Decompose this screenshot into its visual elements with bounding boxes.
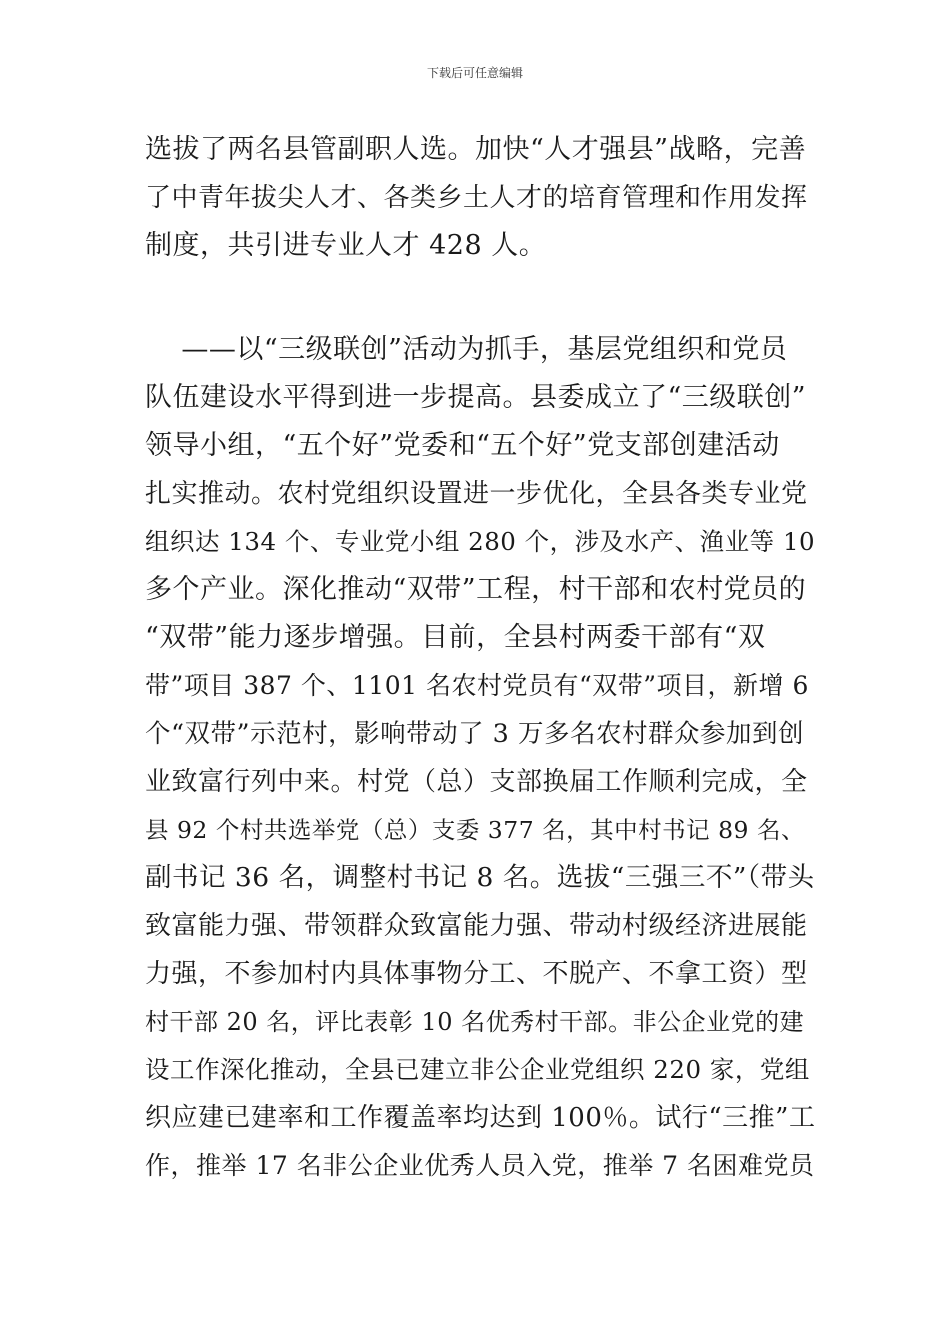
text-line: 业致富行列中来。村党（总）支部换届工作顺利完成，全 [145,767,808,797]
text-line: 副书记 36 名，调整村书记 8 名。选拔“三强三不”（带头 [145,862,815,893]
text-line: 组织达 134 个、专业党小组 280 个，涉及水产、渔业等 10 [145,527,816,556]
text-line: 作，推举 17 名非公企业优秀人员入党，推举 7 名困难党员 [145,1151,815,1180]
text-line: 制度，共引进专业人才 428 人。 [145,230,547,261]
page-header: 下载后可任意编辑 [426,66,523,80]
text-line: 多个产业。深化推动“双带”工程，村干部和农村党员的 [145,574,807,605]
text-line: 带”项目 387 个、1101 名农村党员有“双带”项目，新增 6 [145,671,809,700]
text-line: 扎实推动。农村党组织设置进一步优化，全县各类专业党 [145,479,808,509]
text-line: 县 92 个村共选举党（总）支委 377 名，其中村书记 89 名、 [145,816,805,844]
text-line: 选拔了两名县管副职人选。加快“人才强县”战略，完善 [145,134,807,165]
text-line: 设工作深化推动，全县已建立非公企业党组织 220 家，党组 [145,1055,810,1084]
text-line: 个“双带”示范村，影响带动了 3 万多名农村群众参加到创 [145,719,805,749]
text-line: 力强，不参加村内具体事物分工、不脱产、不拿工资）型 [145,959,808,989]
text-line: 村干部 20 名，评比表彰 10 名优秀村干部。非公企业党的建 [145,1008,805,1036]
text-line: 队伍建设水平得到进一步提高。县委成立了“三级联创” [145,382,807,413]
text-line: “双带”能力逐步增强。目前，全县村两委干部有“双 [145,622,766,653]
text-line: 织应建已建率和工作覆盖率均达到 100％。试行“三推”工 [145,1103,816,1133]
text-line: ——以“三级联创”活动为抓手，基层党组织和党员 [145,334,788,365]
text-line: 了中青年拔尖人才、各类乡土人才的培育管理和作用发挥 [145,183,808,213]
text-line: 致富能力强、带领群众致富能力强、带动村级经济进展能 [145,911,808,941]
text-line: 领导小组，“五个好”党委和“五个好”党支部创建活动 [145,430,780,461]
